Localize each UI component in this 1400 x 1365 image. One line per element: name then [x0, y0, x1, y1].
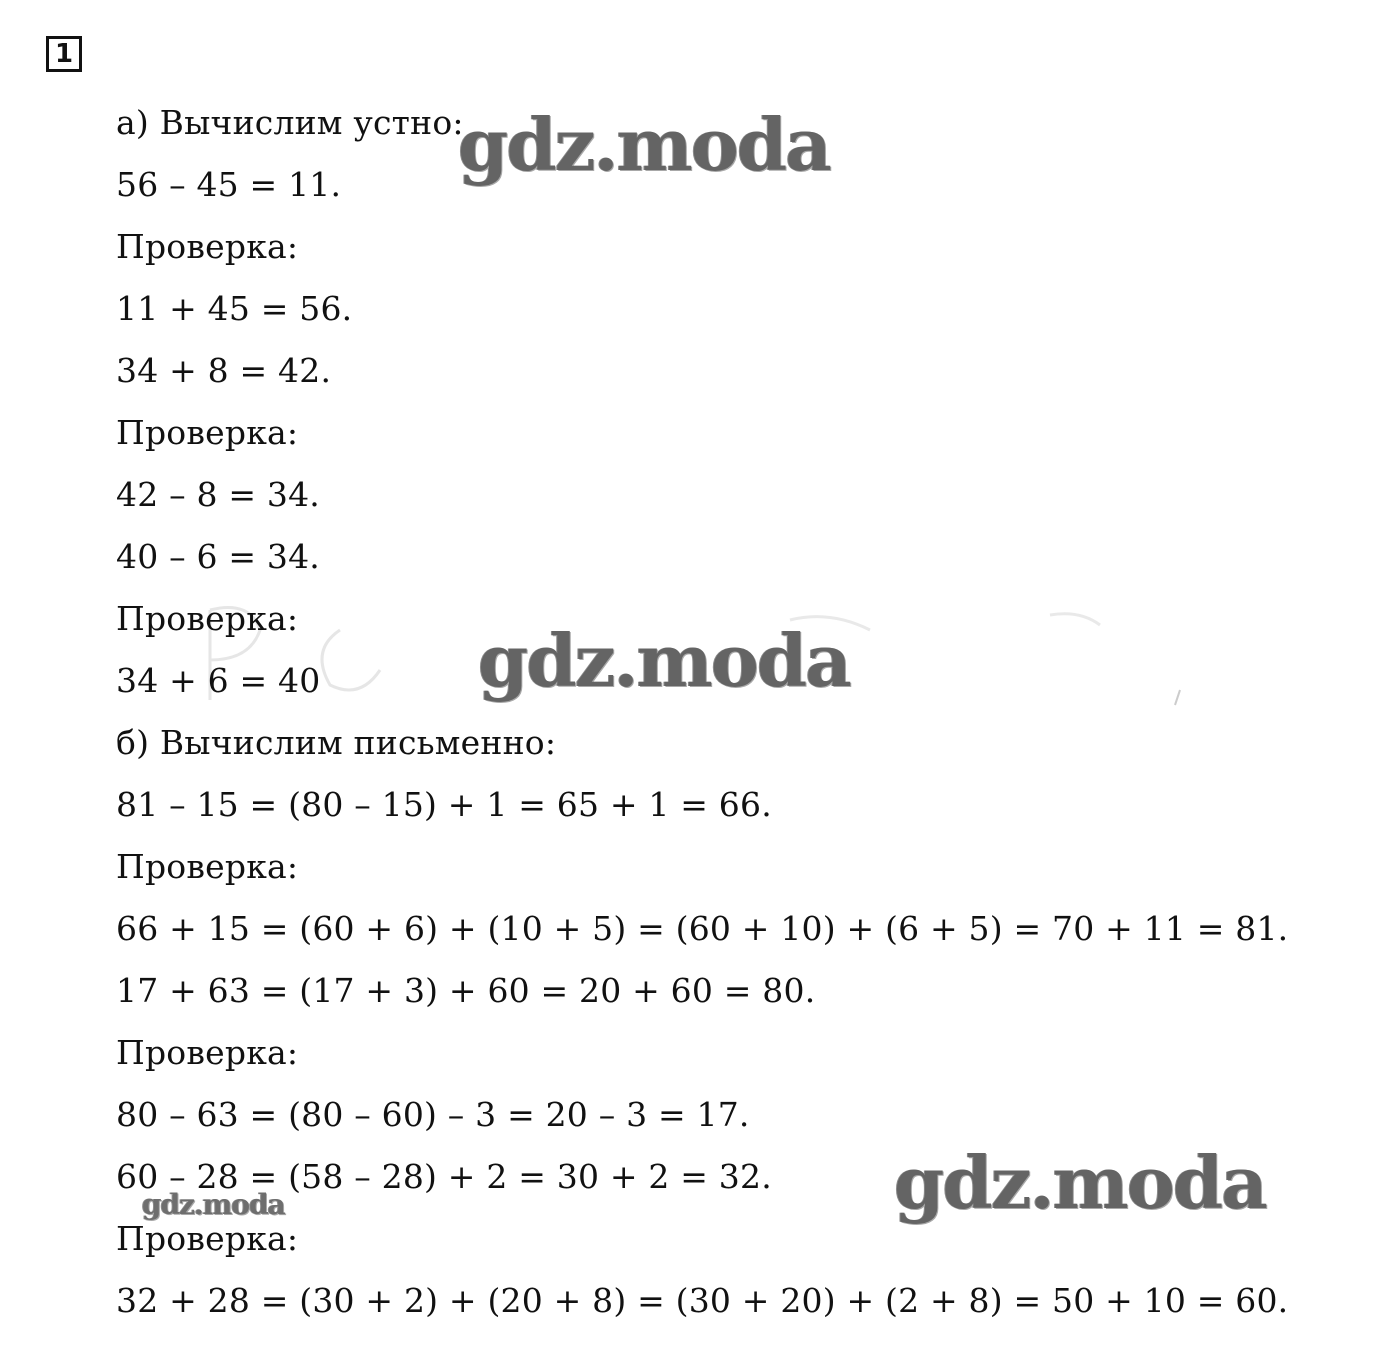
check-label: Проверка:: [116, 227, 299, 266]
watermark-logo: gdz.moda: [478, 618, 850, 703]
equation-line: 11 + 45 = 56.: [116, 289, 353, 328]
equation-line: 40 – 6 = 34.: [116, 537, 320, 576]
equation-line: 56 – 45 = 11.: [116, 165, 342, 204]
equation-line: 42 – 8 = 34.: [116, 475, 320, 514]
equation-line: 17 + 63 = (17 + 3) + 60 = 20 + 60 = 80.: [116, 971, 816, 1010]
watermark-logo-small: gdz.moda: [142, 1188, 285, 1221]
section-a-heading: а) Вычислим устно:: [116, 103, 464, 142]
equation-line: 34 + 8 = 42.: [116, 351, 332, 390]
check-label: Проверка:: [116, 1219, 299, 1258]
equation-line: 81 – 15 = (80 – 15) + 1 = 65 + 1 = 66.: [116, 785, 772, 824]
check-label: Проверка:: [116, 599, 299, 638]
equation-line: 60 – 28 = (58 – 28) + 2 = 30 + 2 = 32.: [116, 1157, 772, 1196]
watermark-logo: gdz.moda: [894, 1140, 1266, 1225]
watermark-logo: gdz.moda: [458, 102, 830, 187]
task-number-box: 1: [46, 36, 82, 72]
equation-line: 80 – 63 = (80 – 60) – 3 = 20 – 3 = 17.: [116, 1095, 750, 1134]
check-label: Проверка:: [116, 413, 299, 452]
equation-line: 66 + 15 = (60 + 6) + (10 + 5) = (60 + 10) + (6 + 5) = 70 + 11 = 81.: [116, 909, 1289, 948]
check-label: Проверка:: [116, 1033, 299, 1072]
equation-line: 34 + 6 = 40: [116, 661, 321, 700]
check-label: Проверка:: [116, 847, 299, 886]
section-b-heading: б) Вычислим письменно:: [116, 723, 557, 762]
equation-line: 32 + 28 = (30 + 2) + (20 + 8) = (30 + 20) + (2 + 8) = 50 + 10 = 60.: [116, 1281, 1289, 1320]
